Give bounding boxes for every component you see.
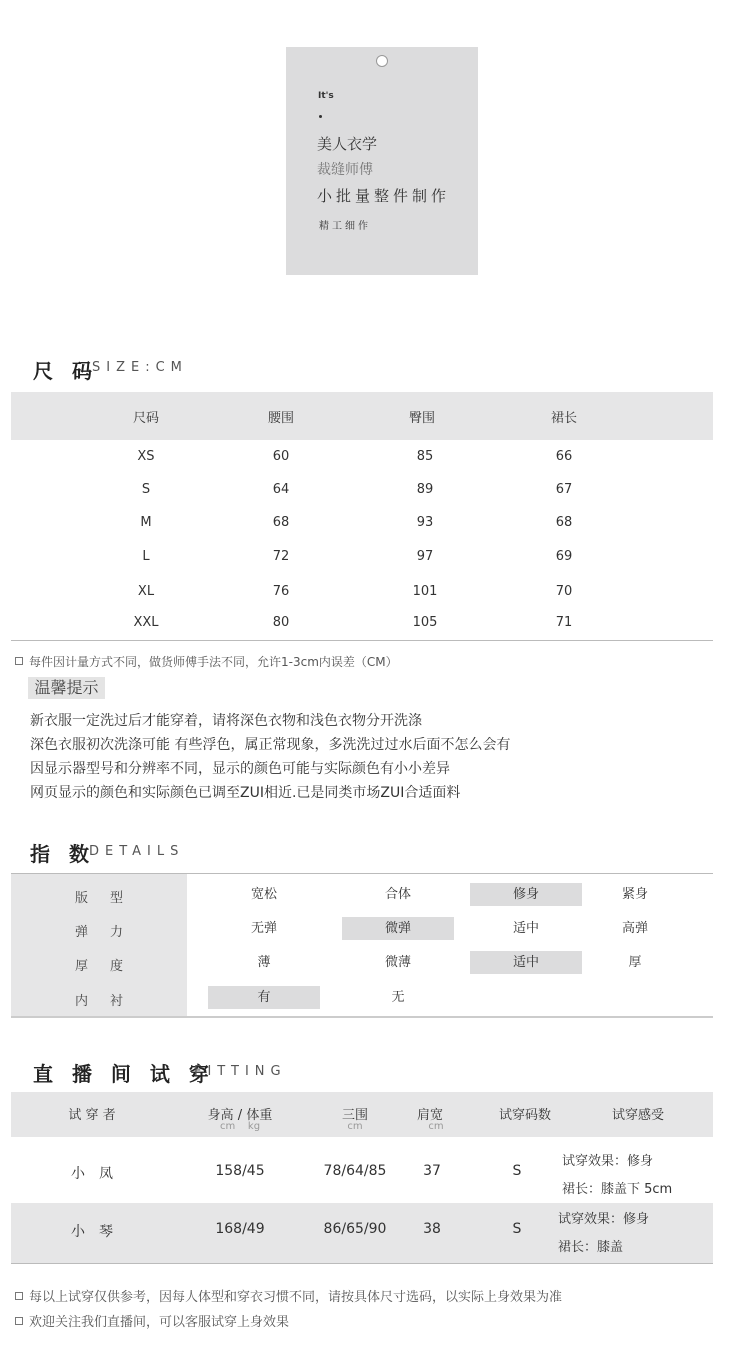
fit-header-shoulder: 肩宽: [416, 1108, 443, 1123]
fit-header-bust-unit: cm: [347, 1121, 363, 1132]
tag-hole: [376, 55, 388, 67]
size-table-divider: [11, 640, 713, 641]
size-cell: 105: [412, 615, 438, 630]
size-cell: 60: [272, 449, 290, 464]
fitting-cell-name: 小 凤: [71, 1166, 113, 1182]
details-option: 薄: [257, 955, 271, 970]
fit-header-tester: 试 穿 者: [68, 1108, 116, 1123]
size-section-title: 尺 码: [33, 359, 98, 383]
size-cell: 69: [555, 549, 573, 564]
fitting-cell-hw: 158/45: [215, 1163, 265, 1179]
fit-header-shoulder-unit: cm: [428, 1121, 444, 1132]
tag-line-3: 小批量整件制作: [317, 187, 451, 205]
size-header-size: 尺码: [132, 411, 159, 426]
size-section-subtitle: SIZE:CM: [92, 360, 188, 375]
fit-header-hw: 身高 / 体重: [207, 1108, 273, 1123]
size-header-waist: 腰围: [267, 411, 294, 426]
details-option-selected: 有: [208, 986, 320, 1009]
details-label: 版型: [74, 891, 145, 906]
fit-header-feel: 试穿感受: [611, 1108, 664, 1123]
size-cell: 85: [416, 449, 434, 464]
details-option: 紧身: [621, 887, 648, 902]
fitting-cell-feel1: 试穿效果：修身: [562, 1154, 654, 1169]
size-cell: 68: [272, 515, 290, 530]
details-option: 无弹: [250, 921, 277, 936]
size-note-text: 每件因计量方式不同，做货师傅手法不同，允许1-3cm内误差（CM）: [29, 655, 398, 669]
size-cell: 71: [555, 615, 573, 630]
fitting-cell-shoulder: 37: [423, 1163, 441, 1179]
fitting-note-1-text: 每以上试穿仅供参考，因每人体型和穿衣习惯不同，请按具体尺寸选码，以实际上身效果为准: [29, 1290, 563, 1305]
brand-tag-card: [286, 47, 478, 275]
fitting-note-2-text: 欢迎关注我们直播间，可以客服试穿上身效果: [29, 1315, 290, 1330]
tips-title: 温馨提示: [28, 677, 105, 699]
tip-line-1: 新衣服一定洗过后才能穿着，请将深色衣物和浅色衣物分开洗涤: [30, 713, 422, 729]
tag-line-1: 美人衣学: [317, 135, 378, 153]
fitting-note-2: [15, 1311, 289, 1330]
tag-line-2: 裁缝师傅: [317, 162, 373, 178]
details-option: 高弹: [621, 921, 648, 936]
fit-header-bust: 三围: [341, 1108, 368, 1123]
fitting-note-1: [15, 1286, 562, 1305]
details-section-title: 指 数: [30, 842, 95, 866]
size-cell: 97: [416, 549, 434, 564]
size-cell: 70: [555, 584, 573, 599]
fitting-cell-hw: 168/49: [215, 1221, 265, 1237]
note-bullet-icon: [15, 1292, 23, 1300]
fitting-cell-feel2: 裙长：膝盖: [558, 1240, 624, 1255]
size-cell: 67: [555, 482, 573, 497]
tip-line-3: 因显示器型号和分辨率不同，显示的颜色可能与实际颜色有小小差异: [30, 761, 450, 777]
size-cell: 68: [555, 515, 573, 530]
fitting-cell-size: S: [512, 1221, 522, 1237]
fitting-cell-shoulder: 38: [423, 1221, 441, 1237]
note-bullet-icon: [15, 657, 23, 665]
fitting-section-title: 直 播 间 试 穿: [33, 1062, 215, 1086]
fitting-cell-bust: 78/64/85: [323, 1163, 387, 1179]
fitting-cell-feel1: 试穿效果：修身: [558, 1212, 650, 1227]
details-option-selected: 修身: [470, 883, 582, 906]
size-cell: 89: [416, 482, 434, 497]
size-cell: 76: [272, 584, 290, 599]
details-option-selected: 适中: [470, 951, 582, 974]
size-header-length: 裙长: [550, 411, 577, 426]
details-option: 宽松: [250, 887, 277, 902]
fitting-section-subtitle: FITTING: [194, 1064, 287, 1079]
details-label: 内衬: [74, 994, 145, 1009]
size-cell: 93: [416, 515, 434, 530]
details-section-subtitle: DETAILS: [89, 844, 185, 859]
details-label: 厚度: [74, 959, 145, 974]
size-cell: 101: [412, 584, 438, 599]
details-option: 无: [391, 990, 405, 1005]
size-cell: 72: [272, 549, 290, 564]
tag-line-4: 精工细作: [319, 221, 371, 232]
details-option: 微薄: [384, 955, 411, 970]
size-cell: 66: [555, 449, 573, 464]
tip-line-2: 深色衣服初次洗涤可能 有些浮色，属正常现象，多洗洗过过水后面不怎么会有: [30, 737, 511, 753]
size-header-hip: 臀围: [408, 411, 435, 426]
fitting-cell-size: S: [512, 1163, 522, 1179]
details-option: 厚: [628, 955, 642, 970]
tip-line-4: 网页显示的颜色和实际颜色已调至ZUI相近.已是同类市场ZUI合适面料: [30, 785, 461, 801]
size-cell: M: [140, 515, 152, 530]
fit-header-size: 试穿码数: [498, 1108, 551, 1123]
size-note: [15, 653, 398, 670]
size-cell: 80: [272, 615, 290, 630]
details-option-selected: 微弹: [342, 917, 454, 940]
size-cell: 64: [272, 482, 290, 497]
size-cell: XL: [137, 584, 155, 599]
size-cell: XS: [137, 449, 155, 464]
size-cell: XXL: [133, 615, 159, 630]
details-option: 适中: [512, 921, 539, 936]
fitting-bottom-divider: [11, 1263, 713, 1264]
tag-its: It's: [318, 91, 334, 101]
fitting-cell-name: 小 琴: [71, 1224, 113, 1240]
fitting-cell-bust: 86/65/90: [323, 1221, 387, 1237]
details-option: 合体: [384, 887, 411, 902]
fit-header-hw-unit: cm kg: [219, 1121, 261, 1132]
fitting-cell-feel2: 裙长：膝盖下 5cm: [562, 1182, 673, 1197]
tag-dot: [319, 115, 322, 118]
details-bottom-divider: [11, 1016, 713, 1018]
size-cell: L: [142, 549, 150, 564]
note-bullet-icon: [15, 1317, 23, 1325]
size-cell: S: [141, 482, 151, 497]
details-label: 弹力: [74, 925, 145, 940]
